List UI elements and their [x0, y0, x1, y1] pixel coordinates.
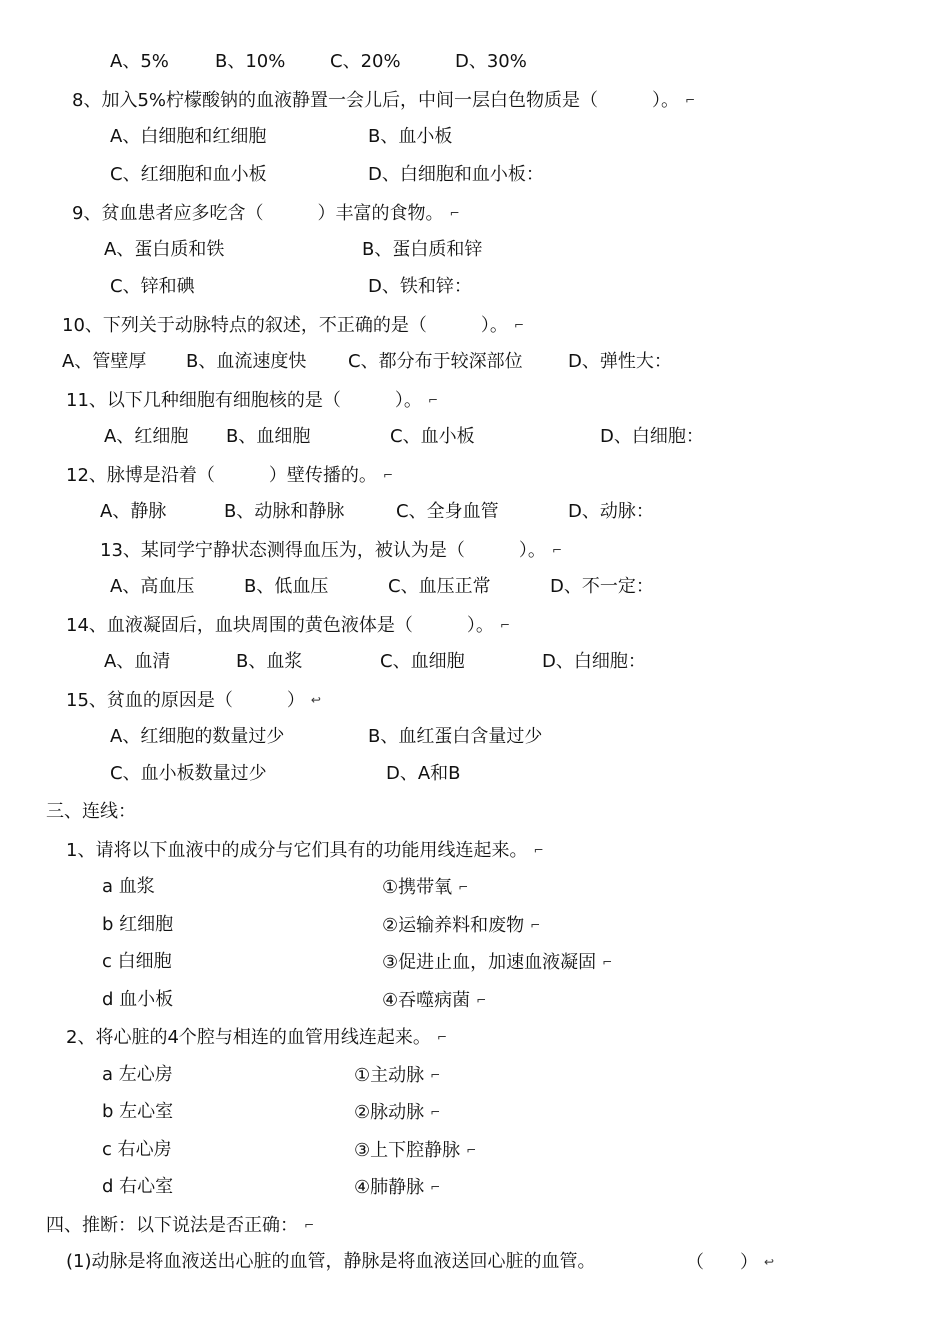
q13-option-a: A、高血压 [110, 576, 195, 597]
match1-right-4-text: ④吞噬病菌 [382, 990, 471, 1011]
q12-option-a: A、静脉 [100, 501, 167, 522]
match2-right-4-text: ④肺静脉 [354, 1177, 425, 1198]
q7-option-a: A、5% [110, 51, 169, 72]
match1-left-b: b 红细胞 [102, 914, 174, 935]
paragraph-mark-icon: ⌐ [430, 1068, 440, 1082]
q14-option-d: D、白细胞： [542, 651, 646, 672]
q10-stem [62, 313, 523, 338]
q9-stem-text: 9、贫血患者应多吃含（ ）丰富的食物。 [72, 203, 444, 224]
paragraph-mark-icon: ⌐ [499, 618, 509, 632]
match1-stem-text: 1、请将以下血液中的成分与它们具有的功能用线连起来。 [66, 840, 528, 861]
match2-left-d: d 右心室 [102, 1176, 174, 1197]
paragraph-mark-icon: ⌐ [530, 918, 540, 932]
paragraph-mark-icon: ⌐ [449, 206, 459, 220]
match2-stem-text: 2、将心脏的4个腔与相连的血管用线连起来。 [66, 1027, 431, 1048]
paragraph-mark-icon: ⌐ [304, 1218, 314, 1232]
match1-right-3 [382, 950, 611, 975]
paragraph-mark-icon: ⌐ [466, 1143, 476, 1157]
paragraph-mark-icon: ⌐ [427, 393, 437, 407]
section4-title-text: 四、推断：以下说法是否正确： [46, 1215, 298, 1236]
q12-stem [66, 463, 392, 488]
paragraph-mark-icon: ⌐ [436, 1030, 446, 1044]
q12-option-b: B、动脉和静脉 [224, 501, 345, 522]
match2-stem [66, 1025, 446, 1050]
q9-option-b: B、蛋白质和锌 [362, 239, 483, 260]
q11-option-d: D、白细胞： [600, 426, 704, 447]
match1-right-3-text: ③促进止血，加速血液凝固 [382, 952, 597, 973]
q11-option-a: A、红细胞 [104, 426, 189, 447]
paragraph-mark-icon: ⌐ [458, 880, 468, 894]
match2-left-c: c 右心房 [102, 1139, 172, 1160]
q14-option-a: A、血清 [104, 651, 171, 672]
section3-title: 三、连线： [46, 801, 136, 822]
match1-right-1 [382, 875, 467, 900]
q10-option-b: B、血流速度快 [186, 351, 307, 372]
match2-right-1-text: ①主动脉 [354, 1065, 425, 1086]
q8-option-a: A、白细胞和红细胞 [110, 126, 267, 147]
section4-title [46, 1213, 313, 1238]
q8-stem [72, 88, 694, 113]
judge1-bracket: （ ） [686, 1252, 758, 1273]
match2-left-a: a 左心房 [102, 1064, 173, 1085]
judge1-answer [686, 1250, 773, 1275]
q11-option-c: C、血小板 [390, 426, 475, 447]
paragraph-mark-icon: ⌐ [430, 1180, 440, 1194]
q12-option-c: C、全身血管 [396, 501, 499, 522]
match2-right-2-text: ②脉动脉 [354, 1102, 425, 1123]
q13-option-b: B、低血压 [244, 576, 329, 597]
q13-option-c: C、血压正常 [388, 576, 491, 597]
q15-stem [66, 688, 320, 713]
q7-option-d: D、30% [455, 51, 527, 72]
match1-left-c: c 白细胞 [102, 951, 172, 972]
paragraph-mark-icon: ⌐ [476, 993, 486, 1007]
q14-stem-text: 14、血液凝固后，血块周围的黄色液体是（ ）。 [66, 615, 494, 636]
q15-option-b: B、血红蛋白含量过少 [368, 726, 543, 747]
q13-stem [100, 538, 561, 563]
match1-left-d: d 血小板 [102, 989, 174, 1010]
q12-option-d: D、动脉： [568, 501, 654, 522]
q15-option-d: D、A和B [386, 763, 461, 784]
q12-stem-text: 12、脉博是沿着（ ）壁传播的。 [66, 465, 377, 486]
q10-option-a: A、管壁厚 [62, 351, 147, 372]
q11-stem [66, 388, 437, 413]
q9-option-d: D、铁和锌： [368, 276, 472, 297]
match1-right-1-text: ①携带氧 [382, 877, 453, 898]
q9-stem [72, 201, 459, 226]
q10-option-c: C、都分布于较深部位 [348, 351, 523, 372]
q11-option-b: B、血细胞 [226, 426, 311, 447]
q13-option-d: D、不一定： [550, 576, 654, 597]
paragraph-mark-icon: ⌐ [533, 843, 543, 857]
match2-right-4 [354, 1175, 439, 1200]
judge1-text: (1)动脉是将血液送出心脏的血管，静脉是将血液送回心脏的血管。 [66, 1251, 596, 1272]
q14-stem [66, 613, 509, 638]
q10-stem-text: 10、下列关于动脉特点的叙述，不正确的是（ ）。 [62, 315, 508, 336]
q9-option-a: A、蛋白质和铁 [104, 239, 225, 260]
q15-option-a: A、红细胞的数量过少 [110, 726, 285, 747]
q15-option-c: C、血小板数量过少 [110, 763, 267, 784]
q8-option-d: D、白细胞和血小板： [368, 164, 544, 185]
paragraph-mark-icon: ↩ [764, 1255, 774, 1269]
paragraph-mark-icon: ⌐ [430, 1105, 440, 1119]
paragraph-mark-icon: ⌐ [382, 468, 392, 482]
match1-right-2-text: ②运输养料和废物 [382, 915, 525, 936]
paragraph-mark-icon: ⌐ [602, 955, 612, 969]
q8-option-b: B、血小板 [368, 126, 453, 147]
match1-stem [66, 838, 543, 863]
q8-stem-text: 8、加入5%柠檬酸钠的血液静置一会儿后，中间一层白色物质是（ ）。 [72, 90, 680, 111]
q7-option-c: C、20% [330, 51, 401, 72]
q10-option-d: D、弹性大： [568, 351, 672, 372]
q13-stem-text: 13、某同学宁静状态测得血压为，被认为是（ ）。 [100, 540, 546, 561]
paragraph-mark-icon: ⌐ [685, 93, 695, 107]
paragraph-mark-icon: ↩ [310, 693, 320, 707]
match2-right-3-text: ③上下腔静脉 [354, 1140, 461, 1161]
q9-option-c: C、锌和碘 [110, 276, 195, 297]
match2-right-2 [354, 1100, 439, 1125]
paragraph-mark-icon: ⌐ [513, 318, 523, 332]
q15-stem-text: 15、贫血的原因是（ ） [66, 690, 305, 711]
q7-option-b: B、10% [215, 51, 286, 72]
q8-option-c: C、红细胞和血小板 [110, 164, 267, 185]
q14-option-c: C、血细胞 [380, 651, 465, 672]
match2-left-b: b 左心室 [102, 1101, 174, 1122]
match1-right-2 [382, 913, 539, 938]
match1-left-a: a 血浆 [102, 876, 155, 897]
match1-right-4 [382, 988, 485, 1013]
q11-stem-text: 11、以下几种细胞有细胞核的是（ ）。 [66, 390, 422, 411]
match2-right-3 [354, 1138, 475, 1163]
match2-right-1 [354, 1063, 439, 1088]
q14-option-b: B、血浆 [236, 651, 303, 672]
paragraph-mark-icon: ⌐ [551, 543, 561, 557]
